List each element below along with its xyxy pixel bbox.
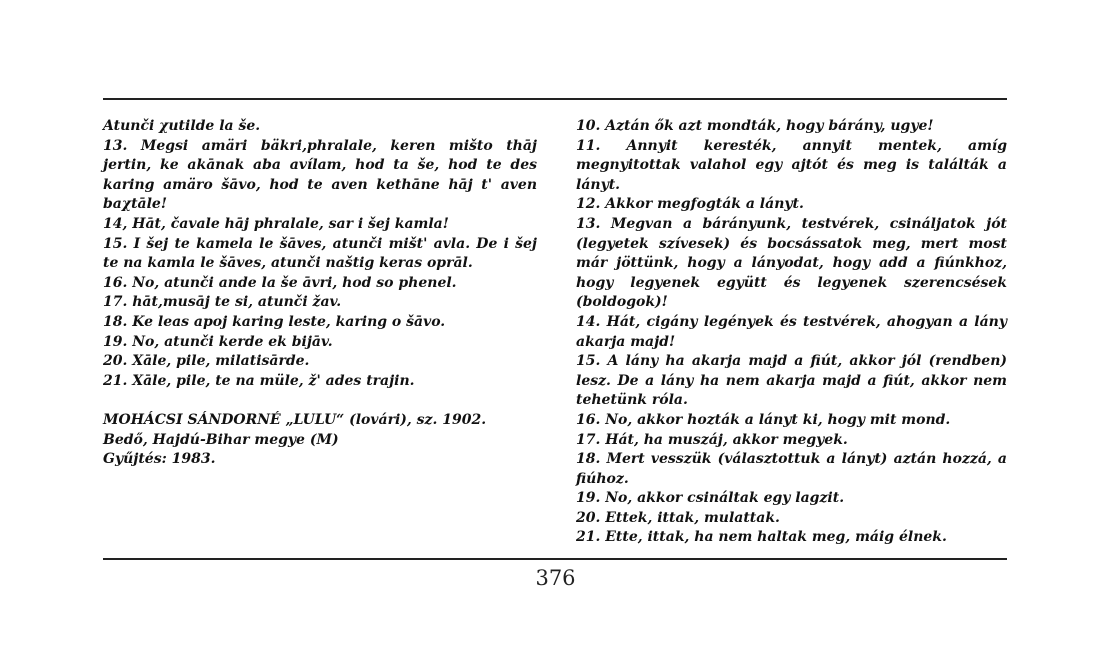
text-line: 20. Xāle, pile, milatisārde.	[103, 353, 310, 370]
left-column-romani-text	[103, 117, 537, 470]
text-line: 19. No, akkor csináltak egy lagzit.	[576, 490, 845, 507]
text-line: 18. Ke leas apoj karing leste, karing o šāvo.	[103, 313, 446, 330]
page-number: 376	[535, 566, 576, 590]
text-line: 15. A lány ha akarja majd a fiút, akkor jól (rendben) lesz. De a lány ha nem akarja majd a fiút, akkor nem tehetünk róla.	[576, 353, 1007, 409]
text-line: 17. Hát, ha muszáj, akkor megyek.	[576, 431, 848, 448]
source-collection-date: Gyűjtés: 1983.	[103, 451, 216, 468]
text-line: 16. No, akkor hozták a lányt ki, hogy mit mond.	[576, 411, 951, 428]
text-line: 18. Mert vesszük (választottuk a lányt) aztán hozzá, a fiúhoz.	[576, 451, 1007, 487]
text-line: 21. Ette, ittak, ha nem haltak meg, máig élnek.	[576, 529, 947, 546]
text-line: 16. No, atunči ande la še āvri, hod so phenel.	[103, 274, 457, 291]
text-line: 13. Megvan a bárányunk, testvérek, csináljatok jót (legyetek szívesek) és bocsássatok meg, mert most már jöttünk, hogy a lányodat, hogy add a fiúnkhoz, hogy legyenek együtt és legyenek szerencsések (boldogok)!	[576, 215, 1007, 311]
text-line: 17. hāt,musāj te si, atunči žav.	[103, 294, 342, 311]
text-line: 14, Hāt, čavale hāj phralale, sar i šej kamla!	[103, 215, 449, 232]
text-line: Atunči χutilde la še.	[103, 118, 261, 134]
text-line: 20. Ettek, ittak, mulattak.	[576, 509, 780, 526]
text-line: 10. Aztán ők azt mondták, hogy bárány, ugye!	[576, 118, 934, 134]
source-place: Bedő, Hajdú-Bihar megye (M)	[103, 431, 339, 448]
source-informant: MOHÁCSI SÁNDORNÉ „LULU“ (lovári), sz. 1902.	[103, 411, 487, 428]
right-column-hungarian-text	[576, 117, 1007, 548]
text-line: 12. Akkor megfogták a lányt.	[576, 196, 804, 213]
text-line: 19. No, atunči kerde ek bijāv.	[103, 333, 333, 350]
text-line: 11. Annyit keresték, annyit mentek, amíg megnyitottak valahol egy ajtót és meg is találták a lányt.	[576, 137, 1007, 193]
text-line: 14. Hát, cigány legények és testvérek, ahogyan a lány akarja majd!	[576, 313, 1007, 350]
top-rule	[103, 98, 1007, 100]
bottom-rule	[103, 558, 1007, 560]
text-line: 13. Megsi amäri bäkri,phralale, keren mišto thāj jertin, ke akānak aba avílam, hod ta še, hod te des karing amäro šāvo, hod te aven kethāne hāj t' aven baχtāle!	[103, 137, 537, 213]
text-line: 21. Xāle, pile, te na müle, ž' ades trajin.	[103, 372, 415, 389]
text-line: 15. I šej te kamela le šāves, atunči mišt' avla. De i šej te na kamla le šāves, atunči naštig keras oprāl.	[103, 235, 537, 272]
